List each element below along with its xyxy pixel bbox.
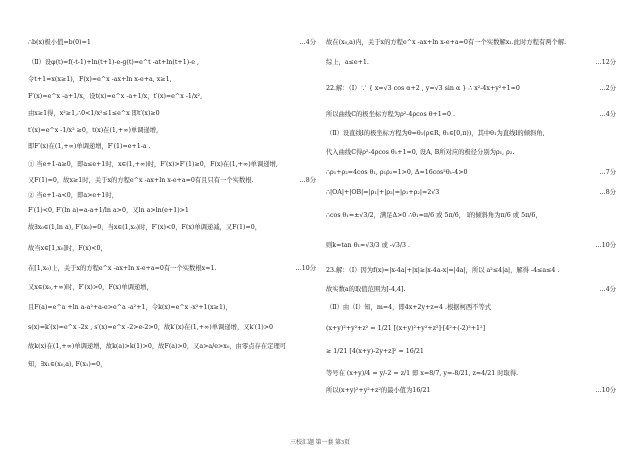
right-line [326,170,616,176]
score-marker: …2分 [599,85,616,92]
score-marker: …12分 [595,59,616,66]
score-marker: …10分 [295,265,316,272]
right-line [326,40,616,46]
line-text: 故k(x)在(1,+∞)单调递增，故k(a)>k(1)>0，故F(a)>0，又a>a/e>x₀，由零点存在定理可 [28,343,287,350]
left-line [28,193,316,199]
left-line [28,128,316,134]
line-text: 故∃x₀∈(1,ln a), F′(x₀)=0，当x∈(1,x₀)时，F′(x)<0，F(x)单调递减，又F(1)=0， [28,224,261,231]
left-line [28,344,316,350]
score-marker: …10分 [595,387,616,394]
line-text: 所以曲线C的极坐标方程为ρ²-4ρcos θ+1=0 . [326,111,456,118]
line-text: 代入曲线C得ρ²-4ρcos θ₁+1=0, 设A, B所对应的极径分别为ρ₁, ρ₂. [326,149,515,156]
left-line [28,40,316,46]
line-text: 在[1,x₀)上，关于x的方程e^x -ax+ln x-e+a=0有一个实数根x=1. [28,265,217,272]
score-marker: …7分 [599,169,616,176]
line-text: （Ⅱ）由（Ⅰ）知，m=4，即4x+2y+z=4 .根据柯西不等式 [326,304,492,311]
right-line [326,268,616,274]
line-text: s(x)=k′(x)=e^x -2x , s′(x)=e^x -2>e-2>0，故k′(x)在(1,+∞)单调递增，又k′(1)>0 [28,324,273,331]
line-text: ∴|OA|+|OB|=|ρ₁|+|ρ₂|=|ρ₁+ρ₂|=2√3 [326,189,440,196]
line-text: 令t+1=x(x≥1)，F(x)=e^x -ax+ln x-e+a, x≥1, [28,76,172,83]
line-text: 等号在 (x+y)/4 = y/-2 = z/1 即 x=8/7, y=-8/21, z=4/21 时取得. [326,370,519,377]
right-line [326,388,616,394]
left-line [28,144,316,150]
right-line [326,213,616,219]
line-text: ∴b(x)极小值=b(0)=1 [28,39,91,46]
line-text: 故当x∈[1,x₀]时，F(x)<0， [28,245,107,252]
page-footer: 三校汇题 第一套 第3页 [289,440,350,446]
right-line [326,243,616,249]
right-line [326,112,616,118]
line-text: F′(x)=e^x -a+1/x，设t(x)=e^x -a+1/x，t′(x)=e^x -1/x², [28,93,203,100]
right-line [326,131,616,137]
line-text: 即F′(x)在(1,+∞)单调递增，F′(1)=e+1-a . [28,143,151,150]
line-text: ∴ρ₁+ρ₂=4cos θ₁, ρ₁ρ₂=1>0, Δ=16cos²θ₁-4>0 [326,169,468,176]
left-line [28,362,316,368]
right-line [326,150,616,156]
line-text: 22.解：（Ⅰ）∵ { x=√3 cos α+2 , y=√3 sin α } ∴ x²-4x+y²+1=0 [326,85,520,92]
line-text: ① 当e+1-a≥0，即a≤e+1时，x∈(1,+∞)时，F′(x)>F′(1)≥0，F(x)在(1,+∞)单调递增, [28,161,278,168]
left-line [28,246,316,252]
left-line [28,94,316,100]
left-line [28,285,316,291]
line-text: 故实数a的取值范围为[-4,4]. [326,286,406,293]
line-text: t′(x)=e^x -1/x² ≥0，t(x)在(1,+∞)单调递增, [28,127,159,134]
line-text: (x+y)²+y²+z² = 1/21 [(x+y)²+y²+z²]·[4²+(-2)²+1²] [326,325,486,332]
left-line [28,111,316,117]
score-marker: …10分 [595,242,616,249]
left-line [28,77,316,83]
right-line [326,190,616,196]
right-line [326,287,616,293]
line-text: 又x∈(x₀,+∞)时，F′(x)>0，F(x)单调递增， [28,284,153,291]
left-line [28,178,316,184]
left-line [28,60,316,66]
right-line [326,86,616,92]
right-line [326,371,616,377]
line-text: （Ⅱ）设直线l的极坐标方程为θ=θ₁(ρ∈R, θ₁∈[0,π))，其中θ₁为直线l的倾斜角, [326,130,545,137]
line-text: 所以(x+y)²+y²+z²的最小值为16/21 [326,387,431,394]
line-text: 由x≥1得，x²≥1,∴0<1/x²≤1≤e^x 即t′(x)≥0 [28,110,160,117]
line-text: ∴cos θ₁=±√3/2，满足Δ>0 ∴θ₁=π/6 或 5π/6， l的倾斜角为π/6 或 5π/6， [326,212,542,219]
left-line [28,325,316,331]
left-line [28,208,316,214]
right-line [326,349,616,355]
line-text: 故在(x₀,a)内，关于x的方程e^x -ax+ln x-e+a=0有一个实数解x₁.此时方程有两个解. [326,39,567,46]
right-line [326,60,616,66]
line-text: F′(1)<0, F′(ln a)=a-a+1/ln a>0，又ln a>ln(e+1)>1 [28,207,189,214]
line-text: 综上，a≤e+1. [326,59,369,66]
left-line [28,305,316,311]
score-marker: …8分 [299,177,316,184]
right-line [326,326,616,332]
line-text: 且F(a)=e^a +ln a-a²+a-e>e^a -a²+1，令k(x)=e^x -x²+1(x≥1)， [28,304,232,311]
line-text: 知，∃x₁∈(x₀,a), F(x₁)=0， [28,361,107,368]
left-line [28,162,316,168]
score-marker: …4分 [599,286,616,293]
score-marker: …4分 [599,111,616,118]
line-text: 又F(1)=0，故x≥1时，关于x的方程e^x -ax+ln x-e+a=0有且只有一个实数根. [28,177,254,184]
left-line [28,266,316,272]
score-marker: …4分 [299,39,316,46]
score-marker: …8分 [599,189,616,196]
right-line [326,305,616,311]
line-text: （Ⅱ）设φ(t)=f(-t-1)+ln(t+1)-e-g(t)=e^t -at+ln(t+1)-e , [28,59,200,66]
line-text: ② 当e+1-a<0，即a>e+1时， [28,192,118,199]
line-text: 23.解：（Ⅰ）因为f(x)=|x-4a|+|x|≥|x-4a-x|=|4a|，所以 a²≤4|a|，解得 -4≤a≤4 . [326,267,560,274]
line-text: 则k=tan θ₁=√3/3 或 -√3/3 . [326,242,411,249]
line-text: ≥ 1/21 [4(x+y)-2y+z]² = 16/21 [326,348,424,355]
left-line [28,225,316,231]
